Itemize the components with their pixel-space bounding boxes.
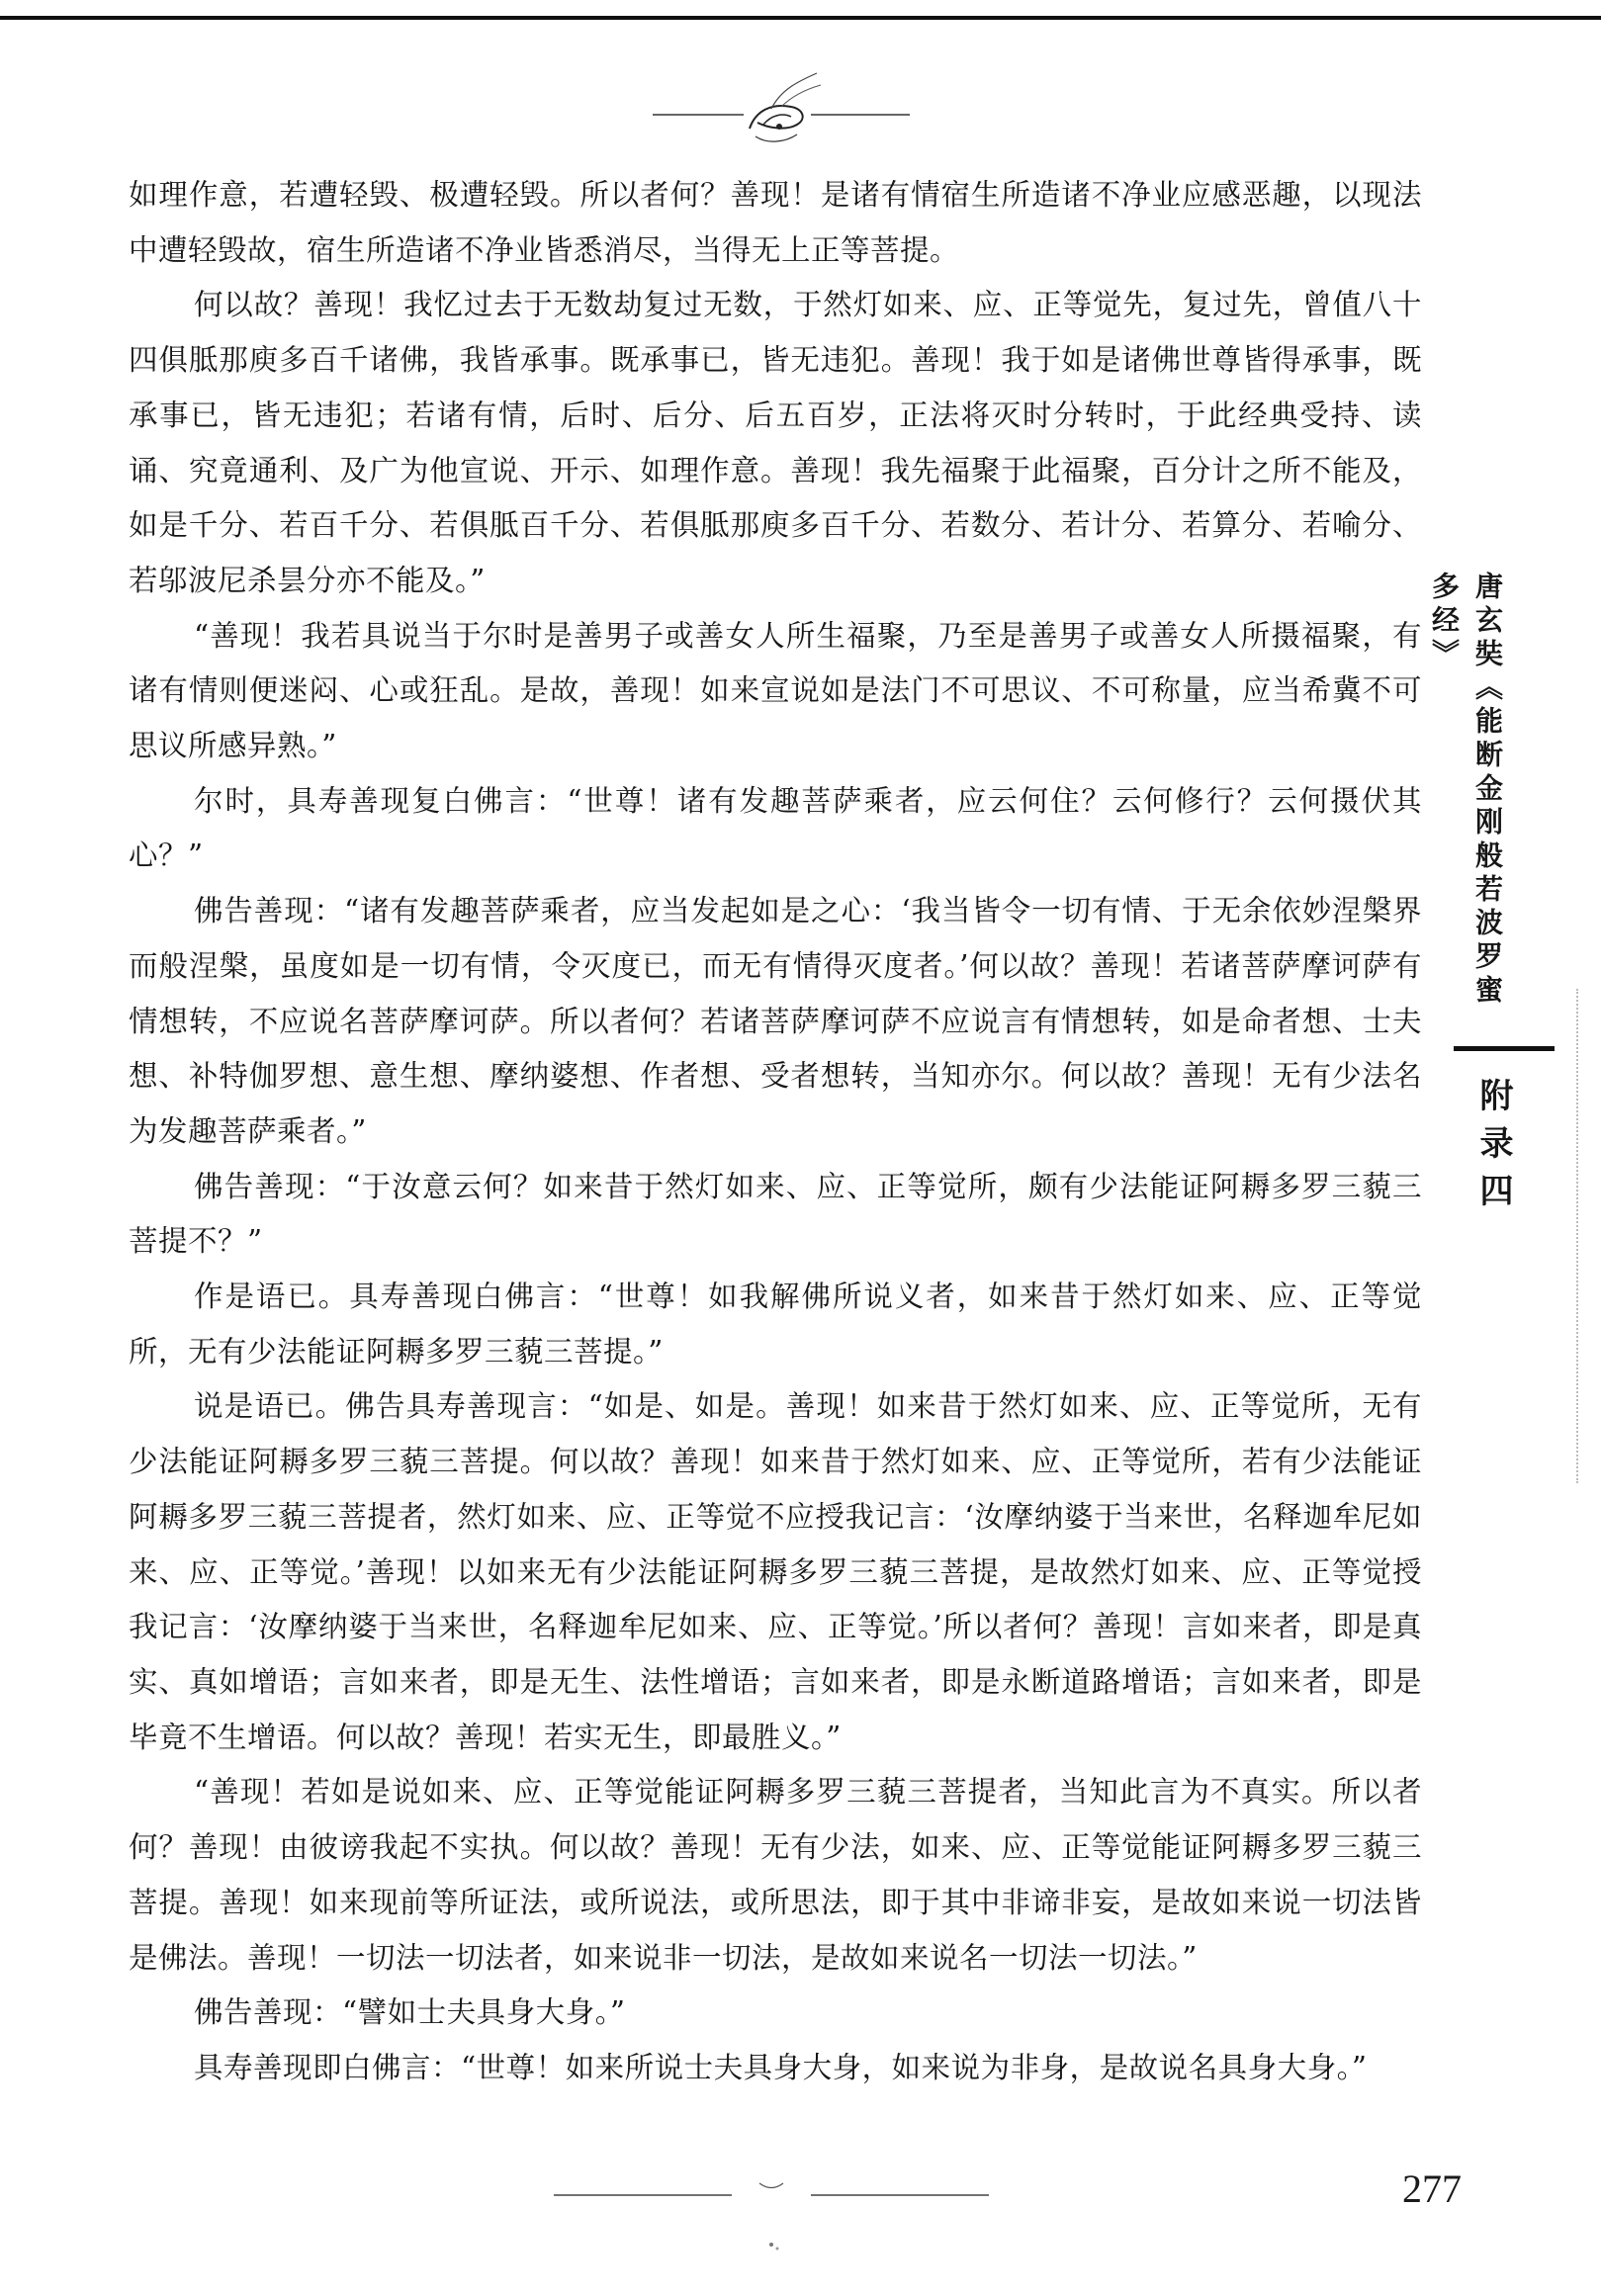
footer-ornament-icon xyxy=(534,2175,1009,2264)
side-book-title: 唐玄奘《能断金刚般若波罗蜜多经》 xyxy=(1428,572,1504,1009)
paragraph: 佛告善现：“譬如士夫具身大身。” xyxy=(194,1995,626,2030)
page-number: 277 xyxy=(1402,2166,1462,2211)
paragraph: 说是语已。佛告具寿善现言：“如是、如是。善现！如来昔于然灯如来、应、正等觉所，无有少法能证阿耨多罗三藐三菩提。何以故？善现！如来昔于然灯如来、应、正等觉所，若有少法能证阿耨多罗三藐三菩提者，然灯如来、应、正等觉不应授我记言：‘汝摩纳婆于当来世，名释迦牟尼如来、应、正等觉。’善现！以如来无有少法能证阿耨多罗三藐三菩提，是故然灯如来、应、正等觉授我记言：‘汝摩纳婆于当来世，名释迦牟尼如来、应、正等觉。’所以者何？善现！言如来者，即是真实、真如增语；言如来者，即是无生、法性增语；言如来者，即是永断道路增语；言如来者，即是毕竟不生增语。何以故？善现！若实无生，即最胜义。” xyxy=(129,1389,1422,1754)
paragraph: “善现！我若具说当于尔时是善男子或善女人所生福聚，乃至是善男子或善女人所摄福聚，有诸有情则便迷闷、心或狂乱。是故，善现！如来宣说如是法门不可思议、不可称量，应当希冀不可思议所感异熟。” xyxy=(129,618,1422,763)
side-appendix-label: 附录四 xyxy=(1473,1078,1513,1220)
top-rule xyxy=(0,16,1601,20)
paragraph: 何以故？善现！我忆过去于无数劫复过无数，于然灯如来、应、正等觉先，复过先，曾值八十四俱胝那庾多百千诸佛，我皆承事。既承事已，皆无违犯。善现！我于如是诸佛世尊皆得承事，既承事已，皆无违犯；若诸有情，后时、后分、后五百岁，正法将灭时分转时，于此经典受持、读诵、究竟通利、及广为他宣说、开示、如理作意。善现！我先福聚于此福聚，百分计之所不能及，如是千分、若百千分、若俱胝百千分、若俱胝那庾多百千分、若数分、若计分、若算分、若喻分、若邬波尼杀昙分亦不能及。” xyxy=(129,288,1422,597)
edge-dots xyxy=(1576,989,1580,1483)
paragraph: 作是语已。具寿善现白佛言：“世尊！如我解佛所说义者，如来昔于然灯如来、应、正等觉所，无有少法能证阿耨多罗三藐三菩提。” xyxy=(129,1280,1422,1369)
paragraph: 如理作意，若遭轻毁、极遭轻毁。所以者何？善现！是诸有情宿生所造诸不净业应感恶趣，以现法中遭轻毁故，宿生所造诸不净业皆悉消尽，当得无上正等菩提。 xyxy=(129,178,1422,267)
paragraph: 佛告善现：“诸有发趣菩萨乘者，应当发起如是之心：‘我当皆令一切有情、于无余依妙涅槃界而般涅槃，虽度如是一切有情，令灭度已，而无有情得灭度者。’何以故？善现！若诸菩萨摩诃萨有情想转，不应说名菩萨摩诃萨。所以者何？若诸菩萨摩诃萨不应说言有情想转，如是命者想、士夫想、补特伽罗想、意生想、摩纳婆想、作者想、受者想转，当知亦尔。何以故？善现！无有少法名为发趣菩萨乘者。” xyxy=(129,894,1422,1148)
paragraph: 具寿善现即白佛言：“世尊！如来所说士夫具身大身，如来说为非身，是故说名具身大身。” xyxy=(194,2050,1368,2084)
side-rule xyxy=(1454,1046,1555,1051)
header-ornament-icon xyxy=(633,67,930,156)
paragraph: 尔时，具寿善现复白佛言：“世尊！诸有发趣菩萨乘者，应云何住？云何修行？云何摄伏其心？” xyxy=(129,783,1422,873)
paragraph: 佛告善现：“于汝意云何？如来昔于然灯如来、应、正等觉所，颇有少法能证阿耨多罗三藐三菩提不？” xyxy=(129,1169,1422,1259)
paragraph: “善现！若如是说如来、应、正等觉能证阿耨多罗三藐三菩提者，当知此言为不真实。所以者何？善现！由彼谤我起不实执。何以故？善现！无有少法，如来、应、正等觉能证阿耨多罗三藐三菩提。善现！如来现前等所证法，或所说法，或所思法，即于其中非谛非妄，是故如来说一切法皆是佛法。善现！一切法一切法者，如来说非一切法，是故如来说名一切法一切法。” xyxy=(129,1775,1422,1975)
body-text xyxy=(129,168,1422,2096)
